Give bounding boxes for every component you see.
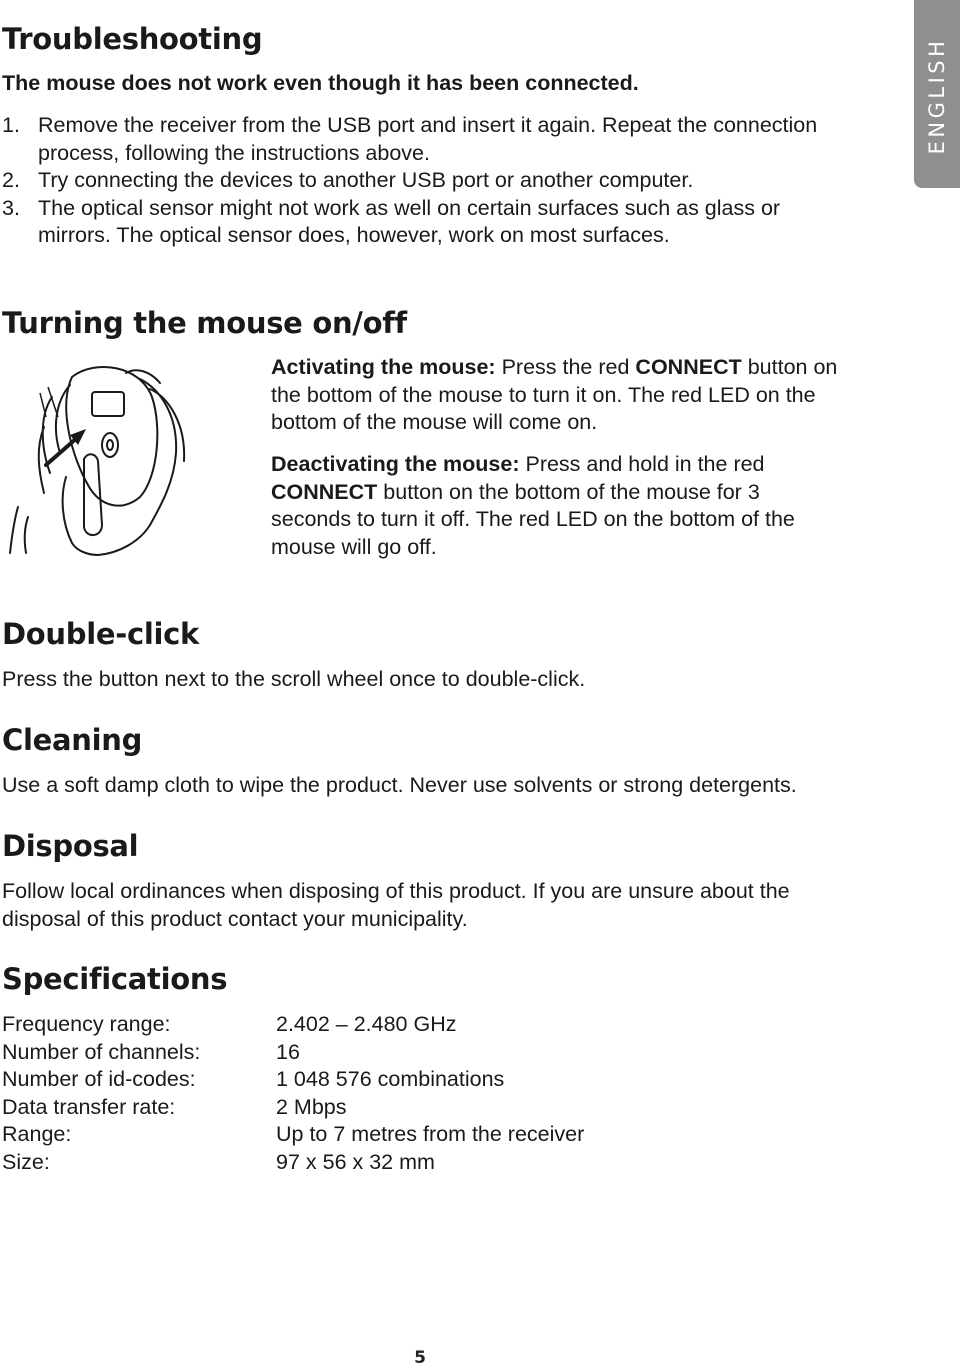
activating-text-2: button on the bottom of the mouse to turn it on. The red LED on the bottom of the mouse will come on. — [271, 355, 838, 434]
page-number: 5 — [414, 1348, 426, 1367]
spec-value: 2.402 – 2.480 GHz — [276, 1012, 457, 1036]
turning-heading: Turning the mouse on/off — [2, 306, 407, 340]
spec-label: Frequency range: — [2, 1012, 171, 1036]
list-item-text: The optical sensor might not work as well on certain surfaces such as glass or mirrors. The optical sensor does, however, work on most surfaces. — [38, 195, 781, 247]
mouse-hand-illustration — [0, 357, 262, 557]
table-row — [2, 1039, 584, 1067]
list-item-text: Remove the receiver from the USB port and insert it again. Repeat the connection process, following the instructions above. — [38, 113, 818, 165]
cleaning-text: Use a soft damp cloth to wipe the product. Never use solvents or strong detergents. — [2, 773, 797, 797]
spec-value: 1 048 576 combinations — [276, 1067, 505, 1091]
spec-label: Number of channels: — [2, 1039, 201, 1064]
table-row — [2, 1094, 584, 1122]
list-item-number: 2. — [2, 168, 20, 192]
list-item-text: Try connecting the devices to another USB port or another computer. — [38, 168, 694, 192]
spec-value: Up to 7 metres from the receiver — [276, 1122, 585, 1146]
spec-value: 2 Mbps — [276, 1094, 347, 1119]
deactivating-connect-label: CONNECT — [271, 479, 378, 504]
deactivating-label: Deactivating the mouse: — [271, 452, 520, 476]
troubleshooting-list — [2, 112, 852, 250]
list-item-number: 3. — [2, 195, 20, 220]
troubleshooting-heading: Troubleshooting — [2, 22, 263, 56]
table-row — [2, 1066, 584, 1094]
cleaning-heading: Cleaning — [2, 723, 143, 757]
activating-connect-label: CONNECT — [635, 355, 742, 379]
deactivating-text-1: Press and hold in the red — [519, 452, 765, 476]
deactivating-paragraph — [271, 451, 841, 561]
spec-value: 97 x 56 x 32 mm — [276, 1149, 435, 1174]
specifications-heading: Specifications — [2, 962, 228, 996]
table-row — [2, 1121, 584, 1149]
language-tab — [914, 0, 960, 188]
list-item — [2, 195, 852, 250]
specifications-table — [2, 1011, 584, 1176]
list-item-number: 1. — [2, 113, 20, 137]
spec-label: Data transfer rate: — [2, 1094, 176, 1119]
activating-text-1: Press the red — [495, 355, 636, 379]
spec-label: Number of id-codes: — [2, 1067, 196, 1091]
activating-paragraph — [271, 354, 841, 437]
activating-label: Activating the mouse: — [271, 355, 496, 379]
table-row — [2, 1149, 584, 1177]
troubleshooting-subheading: The mouse does not work even though it has been connected. — [2, 71, 639, 95]
spec-label: Range: — [2, 1122, 72, 1146]
disposal-heading: Disposal — [2, 829, 139, 863]
language-tab-label: ENGLISH — [925, 37, 949, 155]
disposal-text: Follow local ordinances when disposing of this product. If you are unsure about the disposal of this product contact your municipality. — [2, 879, 790, 931]
deactivating-text-2: button on the bottom of the mouse for 3 seconds to turn it off. The red LED on the bottom of the mouse will go off. — [271, 479, 795, 559]
double-click-heading: Double-click — [2, 617, 199, 651]
list-item — [2, 112, 852, 167]
list-item — [2, 167, 852, 195]
table-row — [2, 1011, 584, 1039]
spec-value: 16 — [276, 1039, 300, 1064]
double-click-text: Press the button next to the scroll wheel once to double-click. — [2, 667, 586, 691]
spec-label: Size: — [2, 1149, 50, 1174]
